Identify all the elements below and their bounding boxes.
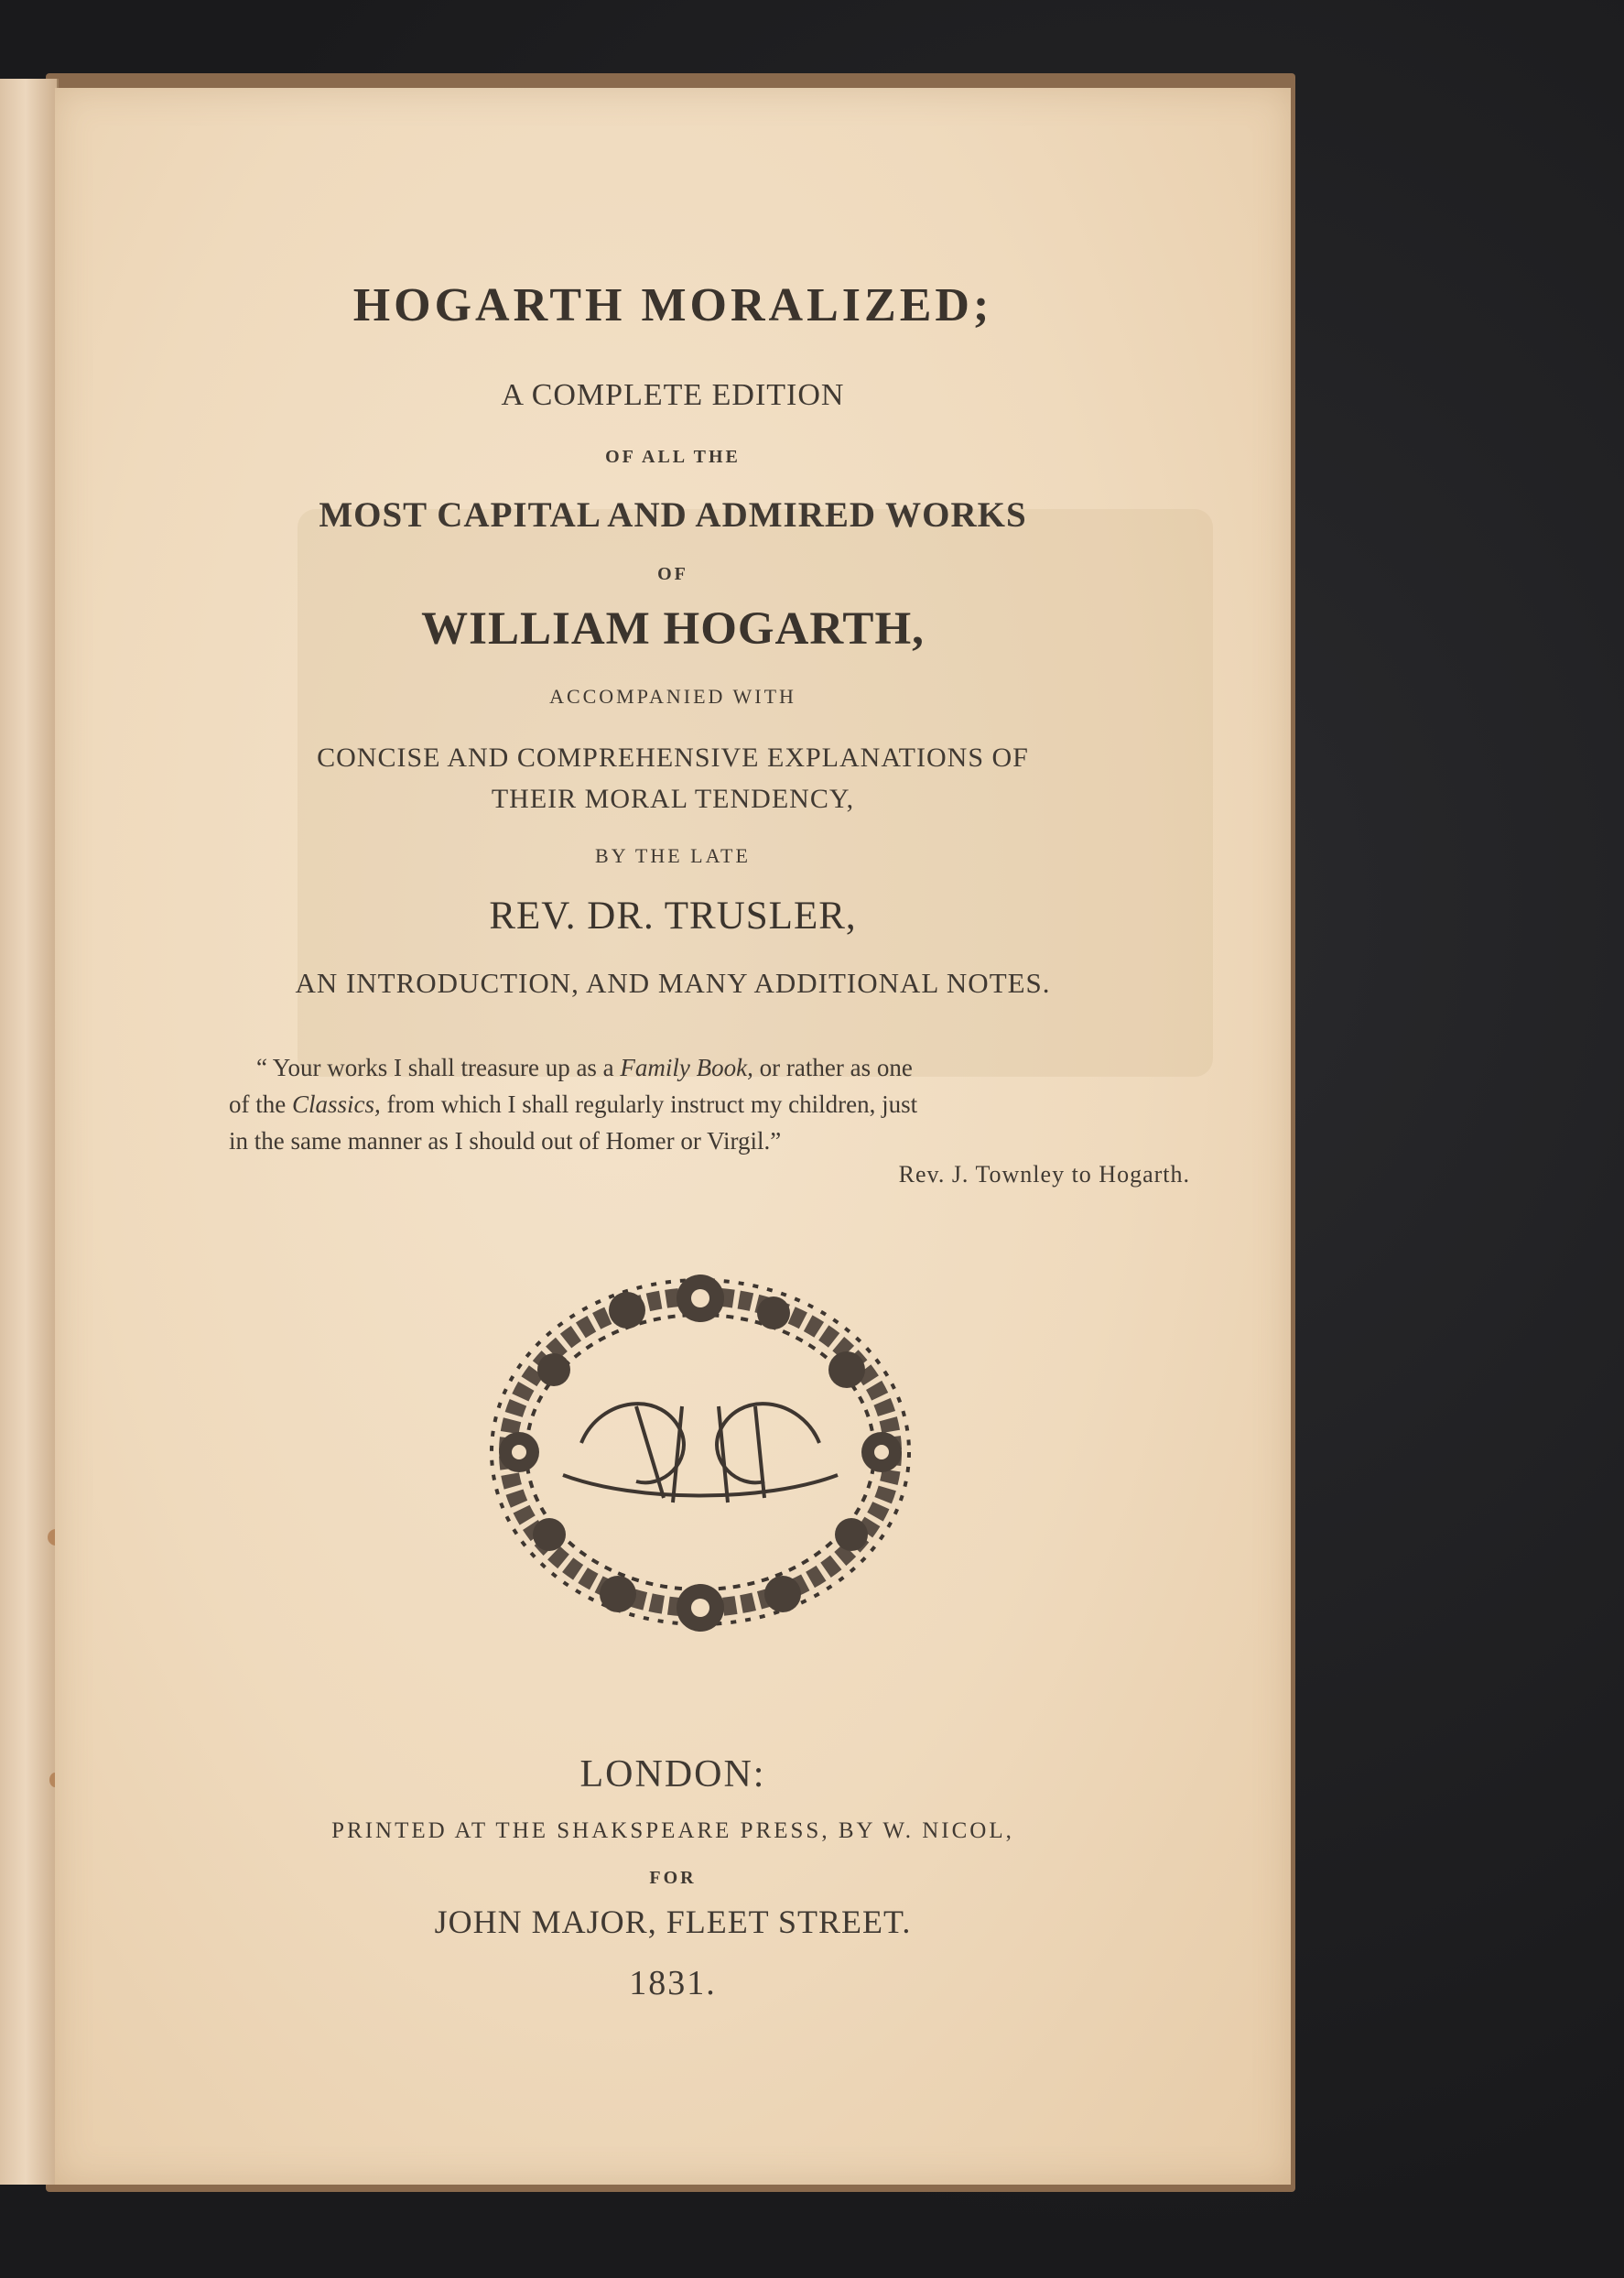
description-line-1: CONCISE AND COMPREHENSIVE EXPLANATIONS OF <box>317 743 1029 773</box>
epigraph-quote <box>229 1049 1190 1159</box>
left-page-edge <box>0 79 59 2185</box>
connector-of: OF <box>657 564 688 584</box>
subtitle-line-1: A COMPLETE EDITION <box>501 378 845 412</box>
title-page <box>55 88 1291 2185</box>
book-title: HOGARTH MORALIZED; <box>352 279 993 331</box>
quote-line-3: in the same manner as I should out of Homer or Virgil.” <box>229 1127 782 1155</box>
subtitle-line-2: MOST CAPITAL AND ADMIRED WORKS <box>319 495 1027 535</box>
editor-name: REV. DR. TRUSLER, <box>489 895 857 938</box>
quote-line-2: of the Classics, from which I shall regularly instruct my children, just <box>229 1090 918 1118</box>
quote-emphasis: Family Book, <box>620 1054 753 1081</box>
imprint-printer: PRINTED AT THE SHAKSPEARE PRESS, BY W. NICOL, <box>331 1818 1014 1843</box>
imprint-connector-for: FOR <box>649 1868 697 1888</box>
quote-attribution: Rev. J. Townley to Hogarth. <box>898 1161 1190 1188</box>
connector-by-the-late: BY THE LATE <box>595 844 751 867</box>
wreath-monogram-ornament <box>453 1242 947 1699</box>
connector-of-all-the: OF ALL THE <box>605 447 741 467</box>
description-line-2: THEIR MORAL TENDENCY, <box>491 784 855 814</box>
connector-accompanied-with: ACCOMPANIED WITH <box>549 685 796 708</box>
imprint-publisher: JOHN MAJOR, FLEET STREET. <box>434 1904 912 1940</box>
quote-emphasis: Classics, <box>291 1090 381 1118</box>
introduction-line: AN INTRODUCTION, AND MANY ADDITIONAL NOTES. <box>295 967 1051 999</box>
quote-line-1: “ Your works I shall treasure up as a Family Book, or rather as one <box>256 1054 913 1081</box>
imprint-city: LONDON: <box>579 1753 766 1795</box>
imprint-year: 1831. <box>629 1964 717 2002</box>
author-name: WILLIAM HOGARTH, <box>421 603 925 655</box>
